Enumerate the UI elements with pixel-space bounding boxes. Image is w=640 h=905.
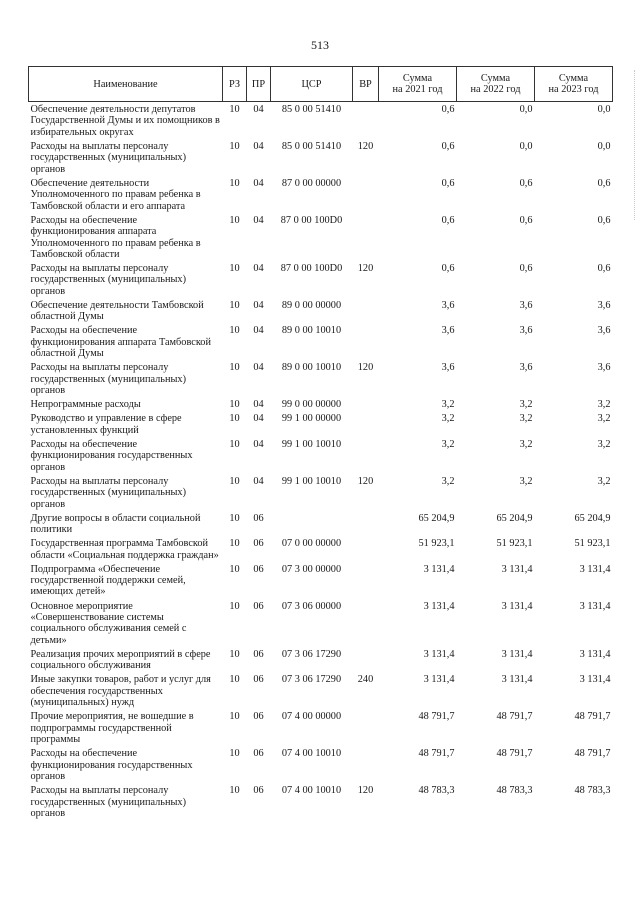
cell-name: Расходы на обеспечение функционирования аппарата Уполномоченного по правам ребенка в Тамбовской области xyxy=(30,214,201,260)
cell-csr: 99 1 00 00000 xyxy=(281,413,342,425)
cell-name: Расходы на обеспечение функционирования аппарата Тамбовской областной Думы xyxy=(30,325,211,360)
cell-name: Расходы на выплаты персоналу государственных (муниципальных) органов xyxy=(30,362,187,397)
cell-sum-2021: 3,6 xyxy=(441,325,455,337)
cell-csr: 07 3 06 17290 xyxy=(281,674,342,686)
table-row xyxy=(29,411,613,437)
cell-sum-2022: 0,6 xyxy=(519,214,533,226)
cell-vr xyxy=(353,297,379,323)
table-row xyxy=(29,260,613,297)
cell-vr xyxy=(353,646,379,672)
header-sum-2023-line1: Сумма xyxy=(558,73,589,84)
cell-rz: 10 xyxy=(229,475,240,487)
cell-pr: 06 xyxy=(253,674,264,686)
cell-sum-2022: 0,6 xyxy=(519,263,533,275)
cell-csr: 87 0 00 100D0 xyxy=(280,263,343,275)
cell-name: Иные закупки товаров, работ и услуг для обеспечения государственных (муниципальных) нужд xyxy=(30,674,211,709)
cell-sum-2022: 0,6 xyxy=(519,177,533,189)
cell-sum-2023: 3,2 xyxy=(597,399,611,411)
table-row xyxy=(29,297,613,323)
cell-name: Подпрограмма «Обеспечение государственной поддержки семей, имеющих детей» xyxy=(30,563,186,598)
cell-sum-2021: 48 791,7 xyxy=(418,748,455,760)
cell-sum-2021: 0,6 xyxy=(441,263,455,275)
cell-rz: 10 xyxy=(229,263,240,275)
cell-sum-2023: 48 791,7 xyxy=(574,748,611,760)
cell-rz: 10 xyxy=(229,362,240,374)
cell-sum-2022: 3 131,4 xyxy=(501,674,533,686)
header-rz: РЗ xyxy=(223,67,247,102)
cell-name: Расходы на выплаты персоналу государственных (муниципальных) органов xyxy=(30,785,187,819)
cell-csr: 87 0 00 00000 xyxy=(281,177,342,189)
cell-name: Расходы на выплаты персоналу государственных (муниципальных) органов xyxy=(30,475,187,510)
cell-pr: 04 xyxy=(253,399,264,411)
cell-vr xyxy=(353,709,379,746)
cell-sum-2023: 3,6 xyxy=(597,325,611,337)
table-row xyxy=(29,510,613,536)
header-sum-2021-line1: Сумма xyxy=(402,73,433,84)
cell-name: Расходы на выплаты персоналу государственных (муниципальных) органов xyxy=(30,140,187,175)
cell-csr: 89 0 00 00000 xyxy=(281,299,342,311)
cell-sum-2021: 3 131,4 xyxy=(423,563,455,575)
cell-sum-2021: 48 791,7 xyxy=(418,711,455,723)
cell-pr: 04 xyxy=(253,325,264,337)
cell-rz: 10 xyxy=(229,748,240,760)
table-body xyxy=(29,102,613,820)
cell-sum-2021: 3 131,4 xyxy=(423,648,455,660)
cell-pr: 04 xyxy=(253,177,264,189)
cell-sum-2021: 3 131,4 xyxy=(423,674,455,686)
table-row xyxy=(29,102,613,139)
cell-vr: 120 xyxy=(357,362,374,374)
cell-csr: 85 0 00 51410 xyxy=(281,140,342,152)
cell-sum-2023: 51 923,1 xyxy=(574,538,611,550)
cell-pr: 06 xyxy=(253,748,264,760)
cell-sum-2021: 48 783,3 xyxy=(418,785,455,797)
cell-sum-2022: 3,2 xyxy=(519,413,533,425)
cell-csr: 07 0 00 00000 xyxy=(281,538,342,550)
table-row xyxy=(29,535,613,561)
cell-name: Обеспечение деятельности Тамбовской областной Думы xyxy=(30,299,204,323)
cell-name: Обеспечение деятельности Уполномоченного по правам ребенка в Тамбовской области и его аппарата xyxy=(30,177,201,212)
cell-csr: 07 3 06 00000 xyxy=(281,600,342,612)
cell-name: Расходы на обеспечение функционирования государственных органов xyxy=(30,748,193,782)
cell-pr: 04 xyxy=(253,263,264,275)
cell-sum-2023: 0,6 xyxy=(597,214,611,226)
cell-sum-2023: 48 791,7 xyxy=(574,711,611,723)
table-row xyxy=(29,175,613,212)
cell-rz: 10 xyxy=(229,711,240,723)
cell-pr: 06 xyxy=(253,600,264,612)
cell-sum-2023: 3 131,4 xyxy=(579,563,611,575)
table-row xyxy=(29,397,613,411)
cell-sum-2023: 65 204,9 xyxy=(574,512,611,524)
header-sum-2021-line2: на 2021 год xyxy=(392,84,443,95)
cell-pr: 06 xyxy=(253,538,264,550)
cell-rz: 10 xyxy=(229,399,240,411)
cell-pr: 04 xyxy=(253,475,264,487)
cell-rz: 10 xyxy=(229,104,240,115)
header-sum-2022-line2: на 2022 год xyxy=(470,84,521,95)
cell-name: Прочие мероприятия, не вошедшие в подпрограммы государственной программы xyxy=(30,711,194,746)
table-row xyxy=(29,598,613,646)
cell-csr: 99 1 00 10010 xyxy=(281,438,342,450)
cell-vr xyxy=(353,535,379,561)
cell-sum-2022: 3,6 xyxy=(519,325,533,337)
cell-sum-2023: 3 131,4 xyxy=(579,600,611,612)
cell-vr xyxy=(353,510,379,536)
cell-sum-2021: 3,2 xyxy=(441,475,455,487)
table-row xyxy=(29,436,613,473)
cell-csr xyxy=(271,510,353,536)
cell-pr: 04 xyxy=(253,140,264,152)
table-row xyxy=(29,138,613,175)
cell-pr: 06 xyxy=(253,512,264,524)
cell-name: Обеспечение деятельности депутатов Государственной Думы и их помощников в избирательных округах xyxy=(30,104,220,138)
table-row xyxy=(29,561,613,598)
header-sum-2022-line1: Сумма xyxy=(480,73,511,84)
cell-rz: 10 xyxy=(229,785,240,797)
cell-pr: 04 xyxy=(253,438,264,450)
cell-csr: 07 4 00 10010 xyxy=(281,785,342,797)
table-row xyxy=(29,323,613,360)
cell-pr: 04 xyxy=(253,413,264,425)
cell-sum-2021: 51 923,1 xyxy=(418,538,455,550)
cell-csr: 89 0 00 10010 xyxy=(281,362,342,374)
header-name: Наименование xyxy=(29,67,223,102)
cell-vr: 120 xyxy=(357,263,374,275)
header-csr: ЦСР xyxy=(271,67,353,102)
cell-pr: 04 xyxy=(253,104,264,115)
cell-sum-2023: 48 783,3 xyxy=(574,785,611,797)
cell-sum-2022: 3,2 xyxy=(519,475,533,487)
cell-sum-2021: 0,6 xyxy=(441,177,455,189)
cell-sum-2021: 0,6 xyxy=(441,214,455,226)
table-row xyxy=(29,672,613,709)
header-row xyxy=(29,67,613,102)
cell-sum-2022: 0,0 xyxy=(519,140,533,152)
cell-rz: 10 xyxy=(229,299,240,311)
header-sum-2023 xyxy=(535,67,613,102)
cell-rz: 10 xyxy=(229,438,240,450)
cell-rz: 10 xyxy=(229,325,240,337)
cell-csr: 89 0 00 10010 xyxy=(281,325,342,337)
cell-sum-2023: 3,6 xyxy=(597,299,611,311)
table-row xyxy=(29,360,613,397)
cell-csr: 87 0 00 100D0 xyxy=(280,214,343,226)
cell-sum-2022: 51 923,1 xyxy=(496,538,533,550)
budget-table xyxy=(28,66,613,819)
cell-rz: 10 xyxy=(229,674,240,686)
header-vr: ВР xyxy=(353,67,379,102)
cell-sum-2023: 0,6 xyxy=(597,263,611,275)
cell-rz: 10 xyxy=(229,648,240,660)
cell-vr: 240 xyxy=(357,674,374,686)
cell-sum-2021: 3,2 xyxy=(441,438,455,450)
cell-rz: 10 xyxy=(229,538,240,550)
cell-sum-2023: 0,0 xyxy=(597,140,611,152)
cell-vr xyxy=(353,397,379,411)
cell-pr: 06 xyxy=(253,648,264,660)
cell-rz: 10 xyxy=(229,177,240,189)
cell-sum-2022: 3,6 xyxy=(519,299,533,311)
cell-sum-2022: 48 791,7 xyxy=(496,748,533,760)
cell-sum-2022: 0,0 xyxy=(519,104,533,115)
cell-sum-2021: 3,6 xyxy=(441,362,455,374)
cell-name: Расходы на обеспечение функционирования государственных органов xyxy=(30,438,193,473)
cell-sum-2023: 3,2 xyxy=(597,475,611,487)
cell-sum-2022: 48 783,3 xyxy=(496,785,533,797)
cell-rz: 10 xyxy=(229,600,240,612)
cell-name: Расходы на выплаты персоналу государственных (муниципальных) органов xyxy=(30,263,187,297)
cell-pr: 04 xyxy=(253,214,264,226)
cell-rz: 10 xyxy=(229,563,240,575)
header-sum-2021 xyxy=(379,67,457,102)
cell-name: Реализация прочих мероприятий в сфере социального обслуживания xyxy=(30,648,211,672)
cell-rz: 10 xyxy=(229,512,240,524)
table-row xyxy=(29,212,613,260)
cell-vr xyxy=(353,175,379,212)
cell-pr: 04 xyxy=(253,299,264,311)
cell-csr: 07 3 00 00000 xyxy=(281,563,342,575)
cell-rz: 10 xyxy=(229,413,240,425)
cell-name: Непрограммные расходы xyxy=(30,399,141,411)
cell-csr: 99 0 00 00000 xyxy=(281,399,342,411)
cell-vr xyxy=(353,436,379,473)
cell-vr xyxy=(353,212,379,260)
cell-sum-2022: 3 131,4 xyxy=(501,600,533,612)
cell-sum-2021: 65 204,9 xyxy=(418,512,455,524)
cell-sum-2021: 0,6 xyxy=(441,104,455,115)
table-row xyxy=(29,709,613,746)
cell-name: Другие вопросы в области социальной политики xyxy=(30,512,201,536)
cell-sum-2023: 0,6 xyxy=(597,177,611,189)
header-pr: ПР xyxy=(247,67,271,102)
cell-name: Основное мероприятие «Совершенствование системы социального обслуживания семей с детьми» xyxy=(30,600,187,646)
cell-sum-2021: 0,6 xyxy=(441,140,455,152)
cell-csr: 07 4 00 00000 xyxy=(281,711,342,723)
margin-scan-marks xyxy=(634,70,638,220)
cell-sum-2021: 3,6 xyxy=(441,299,455,311)
cell-vr: 120 xyxy=(357,140,374,152)
table-header xyxy=(29,67,613,102)
cell-sum-2023: 3 131,4 xyxy=(579,648,611,660)
cell-sum-2023: 3,6 xyxy=(597,362,611,374)
cell-sum-2021: 3,2 xyxy=(441,399,455,411)
cell-rz: 10 xyxy=(229,214,240,226)
cell-csr: 99 1 00 10010 xyxy=(281,475,342,487)
cell-pr: 04 xyxy=(253,362,264,374)
cell-pr: 06 xyxy=(253,563,264,575)
page-number: 513 xyxy=(311,38,329,52)
cell-sum-2023: 3,2 xyxy=(597,413,611,425)
cell-sum-2022: 3 131,4 xyxy=(501,563,533,575)
table-row xyxy=(29,473,613,510)
cell-vr: 120 xyxy=(357,785,374,797)
cell-name: Руководство и управление в сфере установленных функций xyxy=(30,413,182,436)
cell-csr: 07 3 06 17290 xyxy=(281,648,342,660)
cell-vr xyxy=(353,102,379,139)
table-row xyxy=(29,782,613,819)
cell-name: Государственная программа Тамбовской области «Социальная поддержка граждан» xyxy=(30,538,219,561)
cell-vr: 120 xyxy=(357,475,374,487)
cell-sum-2021: 3,2 xyxy=(441,413,455,425)
cell-vr xyxy=(353,746,379,783)
header-sum-2022 xyxy=(457,67,535,102)
cell-pr: 06 xyxy=(253,785,264,797)
cell-sum-2021: 3 131,4 xyxy=(423,600,455,612)
cell-vr xyxy=(353,323,379,360)
cell-sum-2023: 3 131,4 xyxy=(579,674,611,686)
cell-csr: 07 4 00 10010 xyxy=(281,748,342,760)
cell-sum-2022: 3,6 xyxy=(519,362,533,374)
cell-sum-2022: 3,2 xyxy=(519,399,533,411)
cell-sum-2022: 3,2 xyxy=(519,438,533,450)
cell-sum-2022: 48 791,7 xyxy=(496,711,533,723)
cell-csr: 85 0 00 51410 xyxy=(281,104,342,115)
cell-vr xyxy=(353,561,379,598)
cell-sum-2023: 3,2 xyxy=(597,438,611,450)
cell-pr: 06 xyxy=(253,711,264,723)
cell-sum-2023: 0,0 xyxy=(597,104,611,115)
cell-sum-2022: 65 204,9 xyxy=(496,512,533,524)
cell-vr xyxy=(353,598,379,646)
table-row xyxy=(29,646,613,672)
header-sum-2023-line2: на 2023 год xyxy=(548,84,599,95)
cell-sum-2022: 3 131,4 xyxy=(501,648,533,660)
cell-rz: 10 xyxy=(229,140,240,152)
cell-vr xyxy=(353,411,379,437)
table-row xyxy=(29,746,613,783)
